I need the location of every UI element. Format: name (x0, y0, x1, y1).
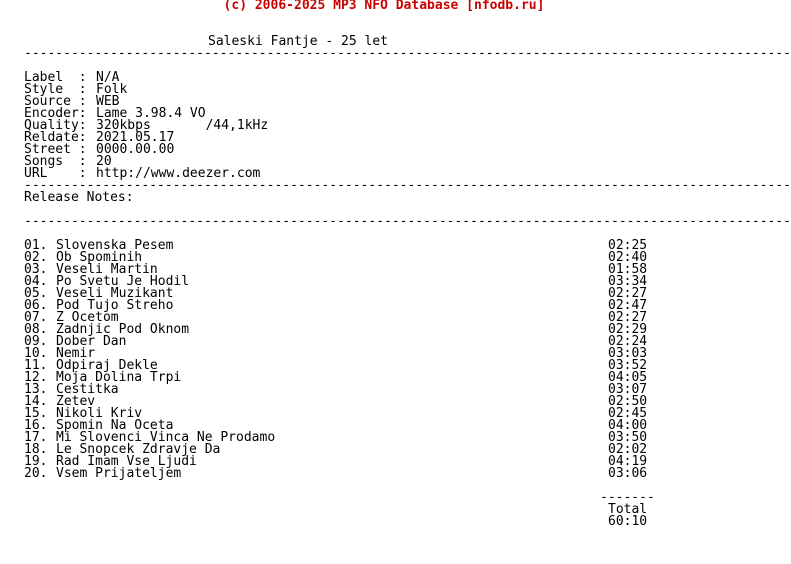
track-row (24, 300, 664, 312)
info-value: Folk (96, 82, 128, 97)
track-duration: 03:34 (608, 274, 648, 289)
divider-rule: -------------------------------------------------------------------------------------------------- (24, 46, 791, 61)
track-number: 12. (24, 370, 48, 385)
info-key: Style : (24, 82, 87, 97)
track-title: Z Ocetom (56, 310, 119, 325)
divider-rule: -------------------------------------------------------------------------------------------------- (24, 214, 791, 229)
track-number: 09. (24, 334, 48, 349)
track-title: Odpiraj Dekle (56, 358, 158, 373)
track-duration: 02:25 (608, 238, 648, 253)
track-title: Mi Slovenci Vinca Ne Prodamo (56, 430, 276, 445)
track-title: Cestitka (56, 382, 119, 397)
info-key: Street : (24, 142, 87, 157)
track-duration: 03:52 (608, 358, 648, 373)
track-title: Moja Dolina Trpi (56, 370, 182, 385)
track-number: 03. (24, 262, 48, 277)
track-number: 18. (24, 442, 48, 457)
track-duration: 02:50 (608, 394, 648, 409)
track-row (24, 384, 664, 396)
track-title: Nikoli Kriv (56, 406, 143, 421)
track-duration: 03:03 (608, 346, 648, 361)
track-title: Ob Spominih (56, 250, 143, 265)
info-value: WEB (96, 94, 120, 109)
track-title: Rad Imam Vse Ljudi (56, 454, 197, 469)
track-duration: 02:47 (608, 298, 648, 313)
track-duration: 02:29 (608, 322, 648, 337)
info-key: Songs : (24, 154, 87, 169)
track-number: 07. (24, 310, 48, 325)
info-value: 0000.00.00 (96, 142, 175, 157)
info-key: Encoder: (24, 106, 87, 121)
track-duration: 03:06 (608, 466, 648, 481)
track-number: 01. (24, 238, 48, 253)
track-number: 16. (24, 418, 48, 433)
track-title: Spomin Na Oceta (56, 418, 174, 433)
track-title: Zetev (56, 394, 96, 409)
track-row (24, 372, 664, 384)
track-duration: 02:27 (608, 310, 648, 325)
track-title: Vsem Prijateljem (56, 466, 182, 481)
info-value: 20 (96, 154, 112, 169)
track-number: 13. (24, 382, 48, 397)
track-duration: 04:00 (608, 418, 648, 433)
info-value: N/A (96, 70, 120, 85)
release-notes-label: Release Notes: (24, 190, 134, 205)
track-number: 06. (24, 298, 48, 313)
total-divider: ------- (600, 490, 655, 505)
track-duration: 02:40 (608, 250, 648, 265)
track-duration: 01:58 (608, 262, 648, 277)
track-duration: 03:50 (608, 430, 648, 445)
divider-rule: -------------------------------------------------------------------------------------------------- (24, 178, 791, 193)
track-duration: 02:02 (608, 442, 648, 457)
info-value: Lame 3.98.4 VO (96, 106, 206, 121)
track-number: 17. (24, 430, 48, 445)
info-key: URL : (24, 166, 87, 181)
track-number: 02. (24, 250, 48, 265)
track-number: 10. (24, 346, 48, 361)
track-duration: 02:24 (608, 334, 648, 349)
track-duration: 04:05 (608, 370, 648, 385)
track-title: Po Svetu Je Hodil (56, 274, 190, 289)
track-number: 15. (24, 406, 48, 421)
track-title: Dober Dan (56, 334, 127, 349)
copyright-banner: (c) 2006-2025 MP3 NFO Database [nfodb.ru] (223, 0, 545, 13)
track-title: Slovenska Pesem (56, 238, 174, 253)
info-key: Reldate: (24, 130, 87, 145)
release-info (24, 72, 268, 180)
track-duration: 02:27 (608, 286, 648, 301)
track-duration: 03:07 (608, 382, 648, 397)
tracklist (24, 240, 664, 480)
album-title: Saleski Fantje - 25 let (208, 34, 389, 49)
track-row (24, 336, 664, 348)
track-title: Veseli Muzikant (56, 286, 174, 301)
track-duration: 04:19 (608, 454, 648, 469)
track-title: Le Snopcek Zdravje Da (56, 442, 221, 457)
track-title: Veseli Martin (56, 262, 158, 277)
total-label: Total (608, 502, 648, 517)
info-value: 320kbps /44,1kHz (96, 118, 269, 133)
track-number: 20. (24, 466, 48, 481)
track-title: Zadnjic Pod Oknom (56, 322, 190, 337)
track-number: 05. (24, 286, 48, 301)
track-number: 04. (24, 274, 48, 289)
track-number: 19. (24, 454, 48, 469)
info-key: Quality: (24, 118, 87, 133)
info-key: Source : (24, 94, 87, 109)
track-number: 11. (24, 358, 48, 373)
track-row (24, 468, 664, 480)
track-title: Pod Tujo Streho (56, 298, 174, 313)
info-value: 2021.05.17 (96, 130, 175, 145)
track-number: 14. (24, 394, 48, 409)
total-duration: 60:10 (608, 514, 648, 529)
track-number: 08. (24, 322, 48, 337)
info-value: http://www.deezer.com (96, 166, 261, 181)
track-title: Nemir (56, 346, 96, 361)
track-duration: 02:45 (608, 406, 648, 421)
info-key: Label : (24, 70, 87, 85)
